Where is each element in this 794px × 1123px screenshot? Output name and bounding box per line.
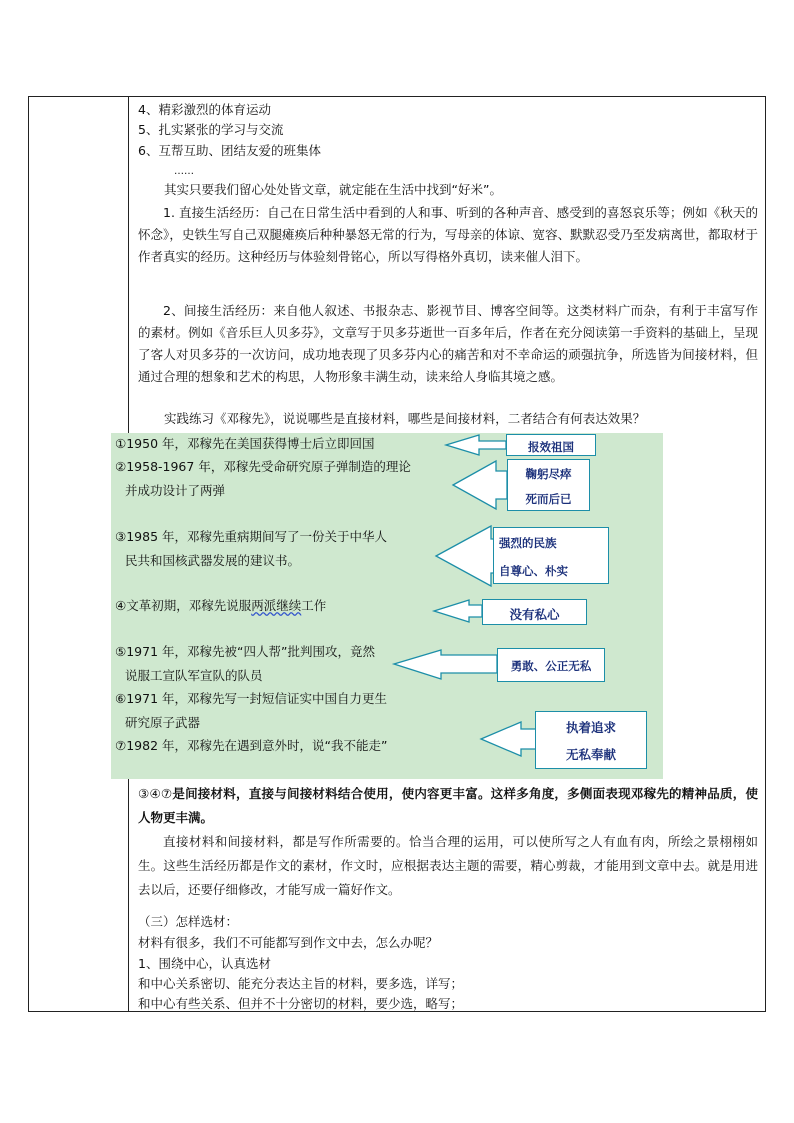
trait-box-patriotism: 报效祖国 (506, 434, 596, 456)
material-item: 研究原子武器 (125, 715, 201, 730)
selection-rule: 和中心有些关系、但并不十分密切的材料，要少选，略写； (138, 996, 464, 1011)
arrow-2-icon (453, 461, 507, 509)
list-item: 6、互帮互助、团结友爱的班集体 (138, 143, 321, 158)
direct-experience-paragraph (138, 202, 758, 268)
material-item: 并成功设计了两弹 (125, 483, 226, 498)
indirect-text: 来自他人叙述、书报杂志、影视节目、博客空间等。这类材料广而杂，有利于丰富写作的素材。例如《音乐巨人贝多芬》，文章写于贝多芬逝世一百多年后，作者在充分阅读第一手资料的基础上，呈现了客人对贝多芬的一次访问，成功地表现了贝多芬内心的痛苦和对不幸命运的顽强抗争，所选皆为间接材料，但通过合理的想象和艺术的构思，人物形象丰满生动，读来给人身临其境之感。 (138, 303, 758, 384)
indirect-experience-paragraph (138, 300, 758, 388)
arrow-4-icon (434, 600, 482, 622)
trait-box-national-pride: 强烈的民族 自尊心、朴实 (493, 527, 609, 584)
indirect-lead: 2、间接生活经历： (163, 303, 274, 318)
summary-line: 其实只要我们留心处处皆文章，就定能在生活中找到“好米”。 (164, 182, 502, 197)
material-item: ⑦1982 年，邓稼先在遇到意外时，说“我不能走” (115, 738, 388, 753)
section-heading: （三）怎样选材： (138, 914, 239, 929)
arrow-6-icon (481, 722, 543, 756)
material-item: ④文革初期，邓稼先说服两派继续工作 (115, 598, 327, 613)
material-item: 说服工宣队军宣队的队员 (125, 668, 263, 683)
after-diagram-lead: ③④⑦ (138, 786, 173, 801)
material-item: 民共和国核武器发展的建议书。 (125, 553, 301, 568)
trait-box-pursuit: 执着追求 无私奉献 (535, 711, 647, 769)
list-item: 5、扎实紧张的学习与交流 (138, 122, 284, 137)
after-diagram-text: 是间接材料，直接与间接材料结合使用，使内容更丰富。这样多角度，多侧面表现邓稼先的精神品质，使人物更丰满。 (138, 786, 758, 825)
section-question: 材料有很多，我们不可能都写到作文中去，怎么办呢？ (138, 935, 439, 950)
conclusion-paragraph: 直接材料和间接材料，都是写作所需要的。恰当合理的运用，可以使所写之人有血有肉，所绘之景栩栩如生。这些生活经历都是作文的素材，作文时，应根据表达主题的需要，精心剪裁，才能用到文章中去。就是用进去以后，还要仔细修改，才能写成一篇好作文。 (138, 834, 758, 897)
list-ellipsis: …… (174, 166, 194, 177)
section-point: 1、围绕中心，认真选材 (138, 956, 271, 971)
direct-lead: 1. 直接生活经历： (163, 205, 268, 220)
trait-box-devotion: 鞠躬尽瘁 死而后已 (507, 459, 590, 511)
material-item: ③1985 年，邓稼先重病期间写了一份关于中华人 (115, 529, 387, 544)
arrow-5-icon (394, 650, 497, 679)
selection-rule: 和中心关系密切、能充分表达主旨的材料，要多选，详写； (138, 976, 464, 991)
arrow-1-icon (446, 435, 506, 455)
practice-prompt: 实践练习《邓稼先》，说说哪些是直接材料，哪些是间接材料，二者结合有何表达效果？ (164, 411, 646, 426)
material-diagram (111, 433, 663, 779)
material-item: ②1958-1967 年，邓稼先受命研究原子弹制造的理论 (115, 459, 411, 474)
material-item: ⑥1971 年，邓稼先写一封短信证实中国自力更生 (115, 691, 387, 706)
trait-box-selfless: 没有私心 (482, 599, 587, 625)
material-item: ①1950 年，邓稼先在美国获得博士后立即回国 (115, 436, 375, 451)
direct-text: 自己在日常生活中看到的人和事、听到的各种声音、感受到的喜怒哀乐等；例如《秋天的怀念》，史铁生写自己双腿瘫痪后种种暴怒无常的行为，写母亲的体谅、宽容、默默忍受乃至发病离世，都取材于作者真实的经历。这种经历与体验刻骨铭心，所以写得格外真切，读来催人泪下。 (138, 205, 758, 264)
list-item: 4、精彩激烈的体育运动 (138, 102, 271, 117)
trait-box-brave: 勇敢、公正无私 (497, 648, 605, 682)
after-diagram-paragraph (138, 782, 758, 830)
material-item: ⑤1971 年，邓稼先被“四人帮”批判围攻，竟然 (115, 644, 375, 659)
